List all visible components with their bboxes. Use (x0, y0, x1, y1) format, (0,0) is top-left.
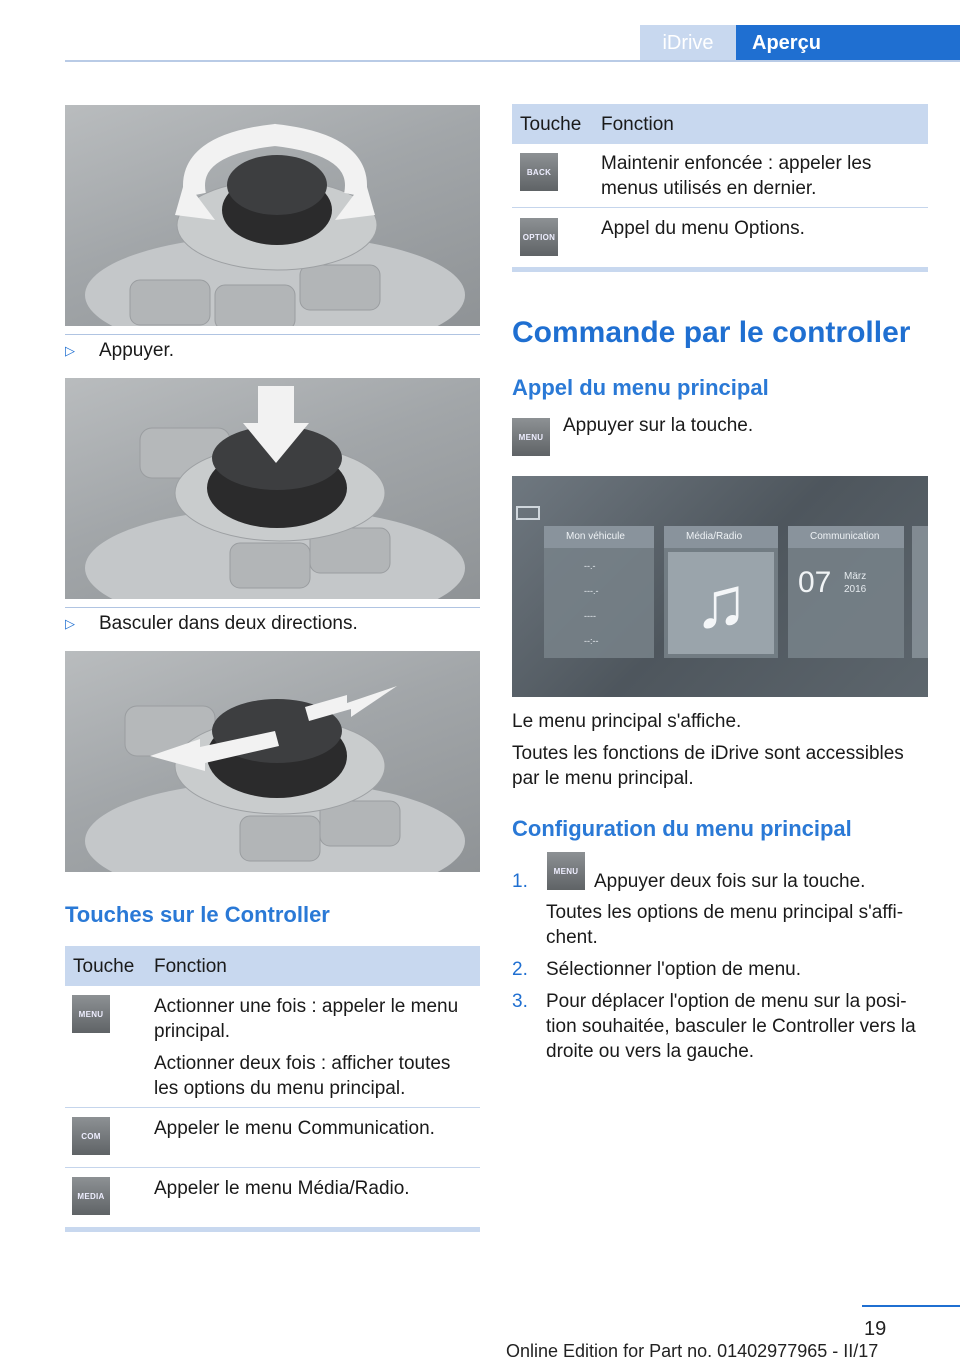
tile-value: ---- (584, 611, 596, 621)
controller-keys-heading: Touches sur le Controller (65, 902, 330, 927)
right-table-header (512, 104, 928, 144)
tile-media-radio (664, 526, 778, 658)
col-touche: Touche (520, 114, 582, 135)
table-end-bar (512, 267, 928, 272)
press-key-text: Appuyer sur la touche. (563, 415, 754, 436)
controller-tilt-illustration (65, 651, 480, 872)
date-year: 2016 (844, 584, 867, 595)
sub-heading-main-menu: Appel du menu principal (512, 375, 769, 400)
back-key-icon: BACK (520, 153, 558, 191)
controller-press-illustration (65, 378, 480, 599)
idrive-main-menu-screen (512, 476, 928, 697)
table-row-divider (512, 207, 928, 208)
tile-title: Média/Radio (664, 526, 778, 548)
step-text: Sélectionner l'option de menu. (546, 959, 802, 980)
back-key-desc: Maintenir enfoncée : appeler les menus utilisés en dernier. (601, 153, 872, 199)
bullet-triangle-icon: ▷ (65, 343, 75, 358)
paragraph-functions: Toutes les fonctions de iDrive sont accessibles par le menu principal. (512, 743, 904, 789)
media-key-desc: Appeler le menu Média/Radio. (154, 1178, 410, 1199)
menu-key-desc-2: Actionner deux fois : afficher toutes les options du menu principal. (154, 1053, 451, 1099)
tile-title: Communication (788, 526, 904, 548)
bullet-press (65, 339, 480, 363)
option-key-icon: OPTION (520, 218, 558, 256)
col-fonction: Fonction (154, 956, 227, 977)
menu-key-icon: MENU (72, 995, 110, 1033)
media-key-icon: MEDIA (72, 1177, 110, 1215)
header-page-tab[interactable]: Aperçu (736, 25, 960, 61)
table-end-bar (65, 1227, 480, 1232)
com-key-icon: COM (72, 1117, 110, 1155)
bullet-tilt (65, 612, 480, 636)
step-text: Appuyer deux fois sur la touche. (594, 871, 866, 892)
table-row-divider (65, 1107, 480, 1108)
tile-my-vehicle (544, 526, 654, 658)
footer-rule (862, 1305, 960, 1307)
bullet-press-text: Appuyer. (99, 340, 174, 361)
bullet-tilt-text: Basculer dans deux directions. (99, 613, 358, 634)
controller-rotate-illustration (65, 105, 480, 326)
tile-value: ---.- (584, 586, 599, 596)
tile-partial (912, 526, 928, 658)
step-number: 1. (512, 871, 528, 892)
page-number: 19 (864, 1318, 887, 1340)
menu-key-icon: MENU (547, 852, 585, 890)
menu-key-desc-1: Actionner une fois : appeler le menu principal. (154, 996, 459, 1042)
divider (65, 607, 480, 608)
paragraph-menu-shown: Le menu principal s'affiche. (512, 711, 742, 732)
tile-value: --.- (584, 561, 596, 571)
tile-title: Mon véhicule (544, 526, 654, 548)
col-fonction: Fonction (601, 114, 674, 135)
edition-text: Online Edition for Part no. 01402977965 - II/17 (506, 1341, 879, 1361)
music-note-icon: ♫ (668, 552, 774, 654)
menu-grid-icon (516, 506, 540, 520)
header-section-tab[interactable]: iDrive (640, 25, 736, 61)
com-key-desc: Appeler le menu Communication. (154, 1118, 435, 1139)
main-heading: Commande par le controller (512, 316, 911, 349)
sub-heading-config: Configuration du menu principal (512, 816, 852, 841)
col-touche: Touche (73, 956, 135, 977)
left-table-header (65, 946, 480, 986)
step-text: Pour déplacer l'option de menu sur la posi-tion souhaitée, basculer le Controller vers la droite ou vers la gauche. (546, 991, 916, 1062)
step-number: 2. (512, 959, 528, 980)
date-month: März (844, 571, 867, 582)
tile-communication (788, 526, 904, 658)
step-subtext: Toutes les options de menu principal s'affi-chent. (546, 902, 904, 948)
table-row-divider (65, 1167, 480, 1168)
menu-key-icon: MENU (512, 418, 550, 456)
divider (65, 334, 480, 335)
step-number: 3. (512, 991, 528, 1012)
tile-value: --:-- (584, 636, 599, 646)
header-rule (65, 60, 960, 62)
option-key-desc: Appel du menu Options. (601, 218, 805, 239)
date-day: 07 (798, 566, 832, 599)
bullet-triangle-icon: ▷ (65, 616, 75, 631)
